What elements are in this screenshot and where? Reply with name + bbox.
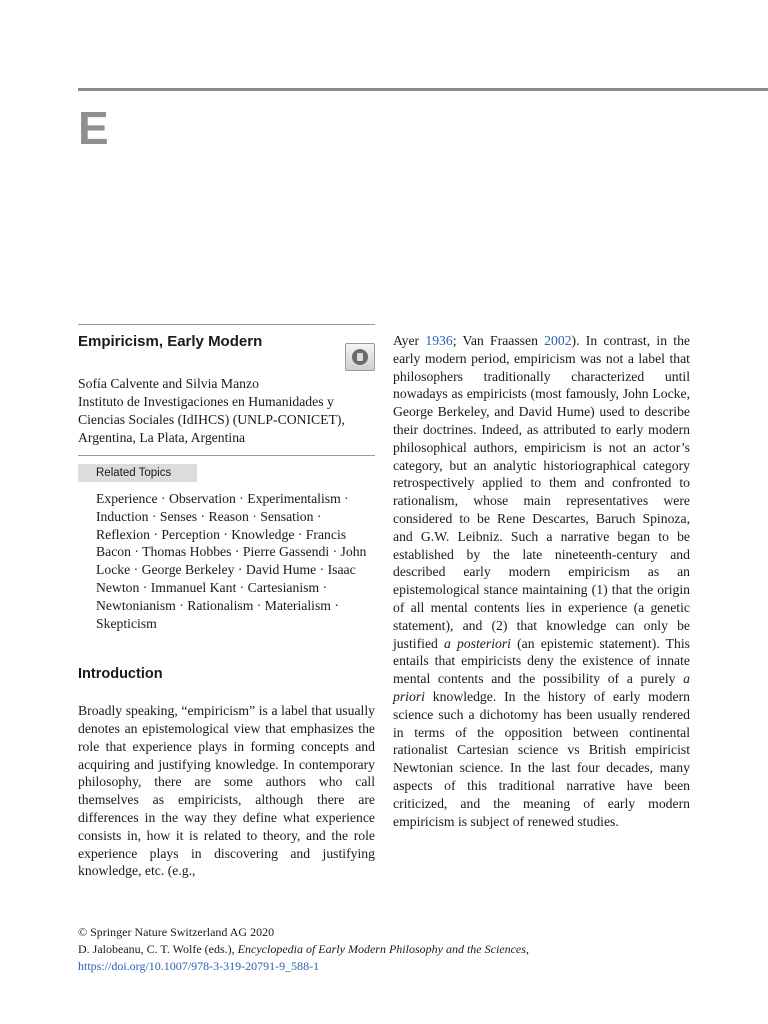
citation-link-ayer[interactable]: 1936 — [425, 333, 453, 348]
italic-a-posteriori: a posteriori — [444, 635, 511, 651]
entry-authors-block — [78, 375, 375, 447]
citation-line — [78, 941, 529, 958]
page-footer — [78, 924, 529, 975]
doi-link[interactable]: https://doi.org/10.1007/978-3-319-20791-9_588-1 — [78, 959, 320, 973]
topics-rule — [78, 455, 375, 456]
affiliation-line-2: Ciencias Sociales (IdIHCS) (UNLP-CONICET), — [78, 412, 345, 427]
introduction-heading: Introduction — [78, 666, 163, 683]
right-column-paragraph — [393, 332, 690, 830]
top-rule — [78, 88, 768, 91]
footer-editors: D. Jalobeanu, C. T. Wolfe (eds.), — [78, 942, 238, 956]
title-rule — [78, 324, 375, 325]
crossmark-icon[interactable] — [345, 343, 375, 371]
right-column — [393, 332, 690, 830]
text-a: ). In contrast, in the early modern period, empiricism was not a label that philosophers traditionally characterized until nowadays as empiricists (most famously, John Locke, George Berkeley, and David Hume) used to describe their doctrines. Indeed, as attributed to early modern philosophical authors, empiricism is not an actor’s category, but an analytic historiographical category retrospectively applied to them and confronted to rationalism, whose main representatives were considered to be Rene Descartes, Baruch Spinoza, and G.W. Leibniz. Such a narrative began to be established by the late nineteenth-century and described early modern empiricism as an epistemological stance maintaining (1) that the origin of all mental contents lies in experience (a genetic statement), and (2) that knowledge can only be justified — [393, 333, 690, 651]
left-column — [78, 324, 375, 880]
related-topics-label: Related Topics — [78, 464, 197, 482]
entry-title: Empiricism, Early Modern — [78, 333, 263, 350]
text-mid: ; Van Fraassen — [452, 333, 545, 348]
title-row — [78, 333, 375, 373]
affiliation-line-1: Instituto de Investigaciones en Humanidades y — [78, 394, 334, 409]
affiliation-line-3: Argentina, La Plata, Argentina — [78, 430, 246, 445]
italic-a-priori: a priori — [393, 671, 690, 704]
citation-link-van-fraassen[interactable]: 2002 — [544, 333, 572, 348]
introduction-text: Broadly speaking, “empiricism” is a label that usually denotes an epistemological view that emphasizes the role that experience plays in forming concepts and acquiring and justifying knowledge. In contemporary philosophy, there are some authors who call themselves as empiricists, although there are differences in the way they define what experience consists in, how it is related to theory, and the role experience plays in discovering and justifying knowledge, etc. (e.g., — [78, 703, 375, 879]
text-b: (an epistemic statement). This entails that empiricists deny the existence of innate mental contents and the possibility of a purely — [393, 635, 690, 687]
related-topics-list: Experience · Observation · Experimentalism · Induction · Senses · Reason · Sensation · Reflexion · Perception · Knowledge · Francis Bacon · Thomas Hobbes · Pierre Gassendi · John Locke · George Berkeley · David Hume · Isaac Newton · Immanuel Kant · Cartesianism · Newtonianism · Rationalism · Materialism · Skepticism — [96, 491, 367, 631]
footer-comma: , — [525, 942, 529, 956]
text-c: knowledge. In the history of early modern science such a dichotomy has been usually rendered in terms of the opposition between continental rationalist Cartesian science vs British empiricist Newtonian science. In the last four decades, many aspects of this traditional narrative have been criticized, and the meaning of early modern empiricism is subject of renewed studies. — [393, 688, 690, 829]
section-letter: E — [78, 102, 109, 154]
text-pre: Ayer — [393, 333, 426, 348]
entry-authors: Sofía Calvente and Silvia Manzo — [78, 376, 259, 391]
footer-book-title: Encyclopedia of Early Modern Philosophy and the Sciences — [237, 942, 526, 956]
introduction-paragraph — [78, 702, 375, 880]
copyright: © Springer Nature Switzerland AG 2020 — [78, 925, 275, 939]
